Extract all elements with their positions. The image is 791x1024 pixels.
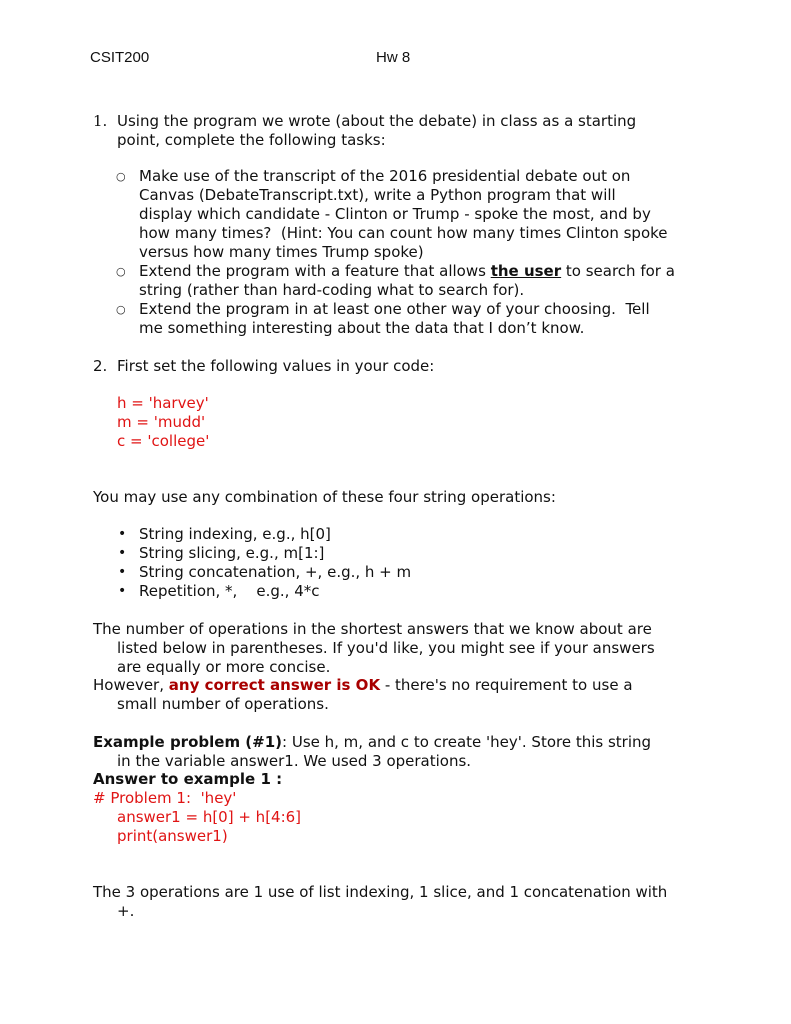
- ops-item: String slicing, e.g., m[1:]: [139, 544, 325, 562]
- para2-line: small number of operations.: [117, 695, 329, 713]
- code-line-h: h = 'harvey': [117, 394, 209, 412]
- header-course: CSIT200: [90, 49, 150, 66]
- task1-line: versus how many times Trump spoke): [139, 243, 424, 261]
- task3-line: me something interesting about the data that I don’t know.: [139, 319, 585, 337]
- ops-item: String concatenation, +, e.g., h + m: [139, 563, 412, 581]
- answer-code-comment: # Problem 1: 'hey': [93, 789, 237, 807]
- closing-line: The 3 operations are 1 use of list indexing, 1 slice, and 1 concatenation with: [93, 883, 668, 901]
- circle-bullet-icon: ○: [116, 170, 126, 183]
- code-line-m: m = 'mudd': [117, 413, 206, 431]
- bullet-dot-icon: •: [118, 583, 127, 599]
- task1-line: display which candidate - Clinton or Trump - spoke the most, and by: [139, 205, 651, 223]
- task2-line: Extend the program with a feature that allows the user to search for a: [139, 262, 675, 280]
- answer-code-line: answer1 = h[0] + h[4:6]: [117, 808, 302, 826]
- bullet-dot-icon: •: [118, 526, 127, 542]
- para1-line: are equally or more concise.: [117, 658, 331, 676]
- code-line-c: c = 'college': [117, 432, 210, 450]
- q1-intro-line: Using the program we wrote (about the debate) in class as a starting: [117, 112, 637, 130]
- q1-intro-line: point, complete the following tasks:: [117, 131, 386, 149]
- ops-intro: You may use any combination of these four string operations:: [93, 488, 556, 506]
- circle-bullet-icon: ○: [116, 303, 126, 316]
- the-user-emphasis: the user: [490, 262, 562, 280]
- q1-number: 1.: [93, 112, 108, 130]
- task1-line: Canvas (DebateTranscript.txt), write a Python program that will: [139, 186, 616, 204]
- answer-label: Answer to example 1 :: [93, 770, 283, 788]
- q2-intro: First set the following values in your code:: [117, 357, 435, 375]
- q2-number: 2.: [93, 357, 108, 375]
- ops-item: Repetition, *, e.g., 4*c: [139, 582, 320, 600]
- header-title: Hw 8: [376, 49, 411, 66]
- para2-line: However, any correct answer is OK - there's no requirement to use a: [93, 676, 633, 694]
- para1-line: The number of operations in the shortest answers that we know about are: [93, 620, 652, 638]
- bullet-dot-icon: •: [118, 545, 127, 561]
- answer-code-line: print(answer1): [117, 827, 228, 845]
- any-correct-answer-emphasis: any correct answer is OK: [168, 676, 381, 694]
- ops-item: String indexing, e.g., h[0]: [139, 525, 331, 543]
- bullet-dot-icon: •: [118, 564, 127, 580]
- para1-line: listed below in parentheses. If you'd like, you might see if your answers: [117, 639, 655, 657]
- task2-line: string (rather than hard-coding what to search for).: [139, 281, 525, 299]
- task3-line: Extend the program in at least one other way of your choosing. Tell: [139, 300, 650, 318]
- example-line: Example problem (#1): Use h, m, and c to create 'hey'. Store this string: [93, 733, 652, 751]
- example-line: in the variable answer1. We used 3 operations.: [117, 752, 472, 770]
- task1-line: how many times? (Hint: You can count how many times Clinton spoke: [139, 224, 668, 242]
- circle-bullet-icon: ○: [116, 265, 126, 278]
- closing-line: +.: [117, 902, 135, 920]
- example-label: Example problem (#1): [93, 733, 283, 751]
- task1-line: Make use of the transcript of the 2016 presidential debate out on: [139, 167, 631, 185]
